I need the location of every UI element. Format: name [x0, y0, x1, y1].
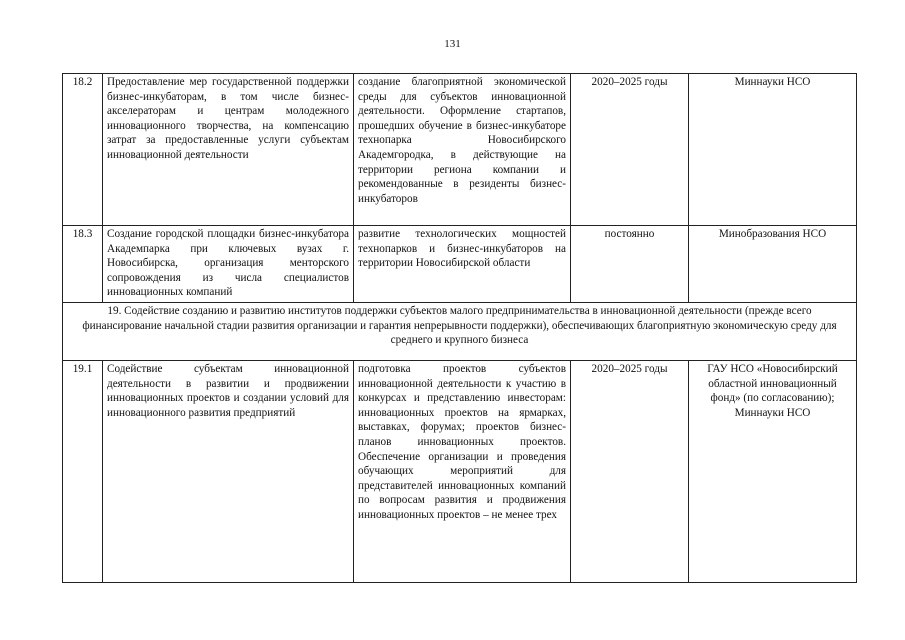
section-title: 19. Содействие созданию и развитию институтов поддержки субъектов малого предпринимательства в инновационной деятельности (прежде всего финансирование начальной стадии развития организации и гарантия непрерывности поддержки), обеспечивающих благоприятную экономическую среду для среднего и крупного бизнеса: [63, 302, 857, 360]
table-row: [63, 74, 857, 226]
period-cell: 2020–2025 годы: [571, 360, 689, 582]
section-row: [63, 302, 857, 360]
executor-cell: Миннауки НСО: [689, 74, 857, 226]
row-number: 18.2: [63, 74, 103, 226]
result-cell: создание благоприятной экономической среды для субъектов инновационной деятельности. Оформление стартапов, прошедших обучение в бизнес-инкубаторе технопарка Новосибирского Академгородка, в действующие на территории региона компании и рекомендованные в резиденты бизнес-инкубаторов: [354, 74, 571, 226]
period-cell: постоянно: [571, 226, 689, 303]
result-cell: подготовка проектов субъектов инновационной деятельности к участию в конкурсах и представлению инвесторам: инновационных проектов на ярмарках, выставках, форумах; проектов бизнес-планов инновационных проектов. Обеспечение организации и проведения обучающих мероприятий для представителей инновационных компаний по вопросам развития и продвижения инновационных проектов – не менее трех: [354, 360, 571, 582]
row-number: 18.3: [63, 226, 103, 303]
table-row: [63, 226, 857, 303]
measure-cell: Содействие субъектам инновационной деятельности в развитии и продвижении инновационных проектов и создании условий для инновационного развития предприятий: [103, 360, 354, 582]
executor-cell: Минобразования НСО: [689, 226, 857, 303]
page-number: 131: [444, 38, 461, 50]
executor-cell: ГАУ НСО «Новосибирский областной инновационный фонд» (по согласованию); Миннауки НСО: [689, 360, 857, 582]
measure-cell: Предоставление мер государственной поддержки бизнес-инкубаторам, в том числе бизнес-акселераторам и центрам молодежного инновационного творчества, на компенсацию затрат за предоставленные услуги субъектам инновационной деятельности: [103, 74, 354, 226]
table-row: [63, 360, 857, 582]
measure-cell: Создание городской площадки бизнес-инкубатора Академпарка при ключевых вузах г. Новосибирска, организация менторского сопровождения из числа специалистов инновационных компаний: [103, 226, 354, 303]
period-cell: 2020–2025 годы: [571, 74, 689, 226]
result-cell: развитие технологических мощностей технопарков и бизнес-инкубаторов на территории Новосибирской области: [354, 226, 571, 303]
row-number: 19.1: [63, 360, 103, 582]
measures-table: [62, 73, 857, 583]
